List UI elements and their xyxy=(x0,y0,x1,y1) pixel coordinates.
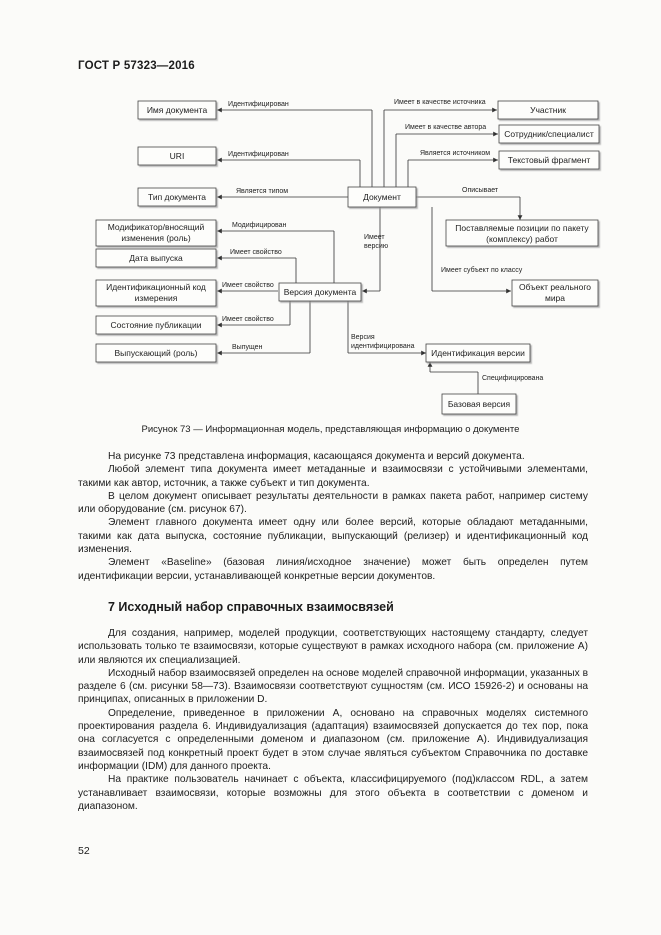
paragraphs-block-2 xyxy=(78,627,588,813)
box-document: Документ xyxy=(363,192,401,202)
box-release-date: Дата выпуска xyxy=(129,253,183,263)
label-identified-2: Идентифицирован xyxy=(228,151,289,158)
page-number: 52 xyxy=(78,845,90,857)
label-released: Выпущен xyxy=(232,344,263,351)
label-has-property-1: Имеет свойство xyxy=(230,249,282,256)
box-package-items-2: (комплексу) работ xyxy=(486,234,558,244)
box-package-items-1: Поставляемые позиции по пакету xyxy=(455,223,589,233)
box-doc-type: Тип документа xyxy=(148,192,206,202)
paragraph: На рисунке 73 представлена информация, касающаяся документа и версий документа. xyxy=(108,451,525,462)
label-describes: Описывает xyxy=(462,187,499,194)
box-real-object-2: мира xyxy=(544,293,566,303)
label-identified-1: Идентифицирован xyxy=(228,101,289,108)
label-has-property-3: Имеет свойство xyxy=(222,316,274,323)
paragraph: Для создания, например, моделей продукции, соответствующих настоящему стандарту, следует использовать только те взаимосвязи, которые существуют в рамках исходного набора (см. приложение А) или являются их специализацией. xyxy=(78,628,588,666)
paragraph: Элемент главного документа имеет одну или более версий, которые обладают метаданными, такими как дата выпуска, состояние публикации, выпускающий (релизер) и идентификационный код изменения. xyxy=(78,517,588,556)
paragraph: Определение, приведенное в приложении А, основано на справочных моделях системного проектирования раздела 6. Индивидуализация (адаптация) взаимосвязей допускается до тех пор, пока она согласуется с определенными доменом и диапазоном (см. приложение А). Индивидуализация взаимосвязей под конкретный проект будет в этом случае являться субъектом Справочника по доставке информации (IDM) для данного проекта. xyxy=(78,707,588,772)
figure-caption: Рисунок 73 — Информационная модель, представляющая информацию о документе xyxy=(141,424,520,435)
box-real-object-1: Объект реального xyxy=(519,282,591,292)
standard-header: ГОСТ Р 57323—2016 xyxy=(78,60,195,72)
paragraph: На практике пользователь начинает с объекта, классифицируемого (под)классом RDL, а затем устанавливает взаимосвязи, которые возможны для этого объекта в соответствии с доменом и диапазоном. xyxy=(78,774,588,812)
label-has-subject: Имеет субъект по классу xyxy=(441,267,523,274)
box-uri: URI xyxy=(169,151,185,161)
box-baseline: Базовая версия xyxy=(447,399,511,409)
label-has-author: Имеет в качестве автора xyxy=(405,124,487,131)
box-text-fragment: Текстовый фрагмент xyxy=(507,155,591,165)
information-model-diagram xyxy=(0,0,661,430)
section-title: 7 Исходный набор справочных взаимосвязей xyxy=(108,600,394,614)
label-modified: Модифицирован xyxy=(232,222,287,229)
label-has-participant: Имеет в качестве источника xyxy=(394,99,486,106)
label-has-property-2: Имеет свойство xyxy=(222,282,274,289)
paragraph: В целом документ описывает результаты деятельности в рамках пакета работ, например систему или оборудование (см. рисунок 67). xyxy=(78,490,588,516)
paragraph: Любой элемент типа документа имеет метаданные и взаимосвязи с устойчивыми элементами, такими как автор, источник, а также субъект и тип документа. xyxy=(78,464,588,489)
label-is-type: Является типом xyxy=(236,188,289,195)
paragraphs-block-1 xyxy=(78,450,588,583)
label-has-version-2: версию xyxy=(364,243,389,250)
box-releaser: Выпускающий (роль) xyxy=(114,348,198,358)
paragraph: Исходный набор взаимосвязей определен на основе моделей справочной информации, указанных в разделе 6 (см. рисунки 58—73). Взаимосвязи соответствуют сущностям (см. ИСО 15926-2) и основаны на принципах, описанных в приложении D. xyxy=(78,667,588,706)
box-participant: Участник xyxy=(530,105,566,115)
paragraph: Элемент «Baseline» (базовая линия/исходное значение) может быть определен путем идентификации версии, устанавливающей конкретные версии документов. xyxy=(78,557,588,582)
box-modifier-2: изменения (роль) xyxy=(121,233,191,243)
box-employee: Сотрудник/специалист xyxy=(504,129,594,139)
box-pub-state: Состояние публикации xyxy=(110,320,202,330)
label-has-version-1: Имеет xyxy=(364,234,385,241)
box-id-code-1: Идентификационный код xyxy=(106,282,206,292)
box-doc-name: Имя документа xyxy=(146,105,208,115)
box-version-id: Идентификация версии xyxy=(431,348,525,358)
label-is-source: Является источником xyxy=(420,150,491,157)
label-specialized: Специфицирована xyxy=(482,375,544,382)
label-version-identified-2: идентифицирована xyxy=(351,343,415,350)
box-modifier-1: Модификатор/вносящий xyxy=(107,222,205,232)
label-version-identified-1: Версия xyxy=(351,334,375,341)
box-doc-version: Версия документа xyxy=(283,287,357,297)
box-id-code-2: измерения xyxy=(134,293,178,303)
